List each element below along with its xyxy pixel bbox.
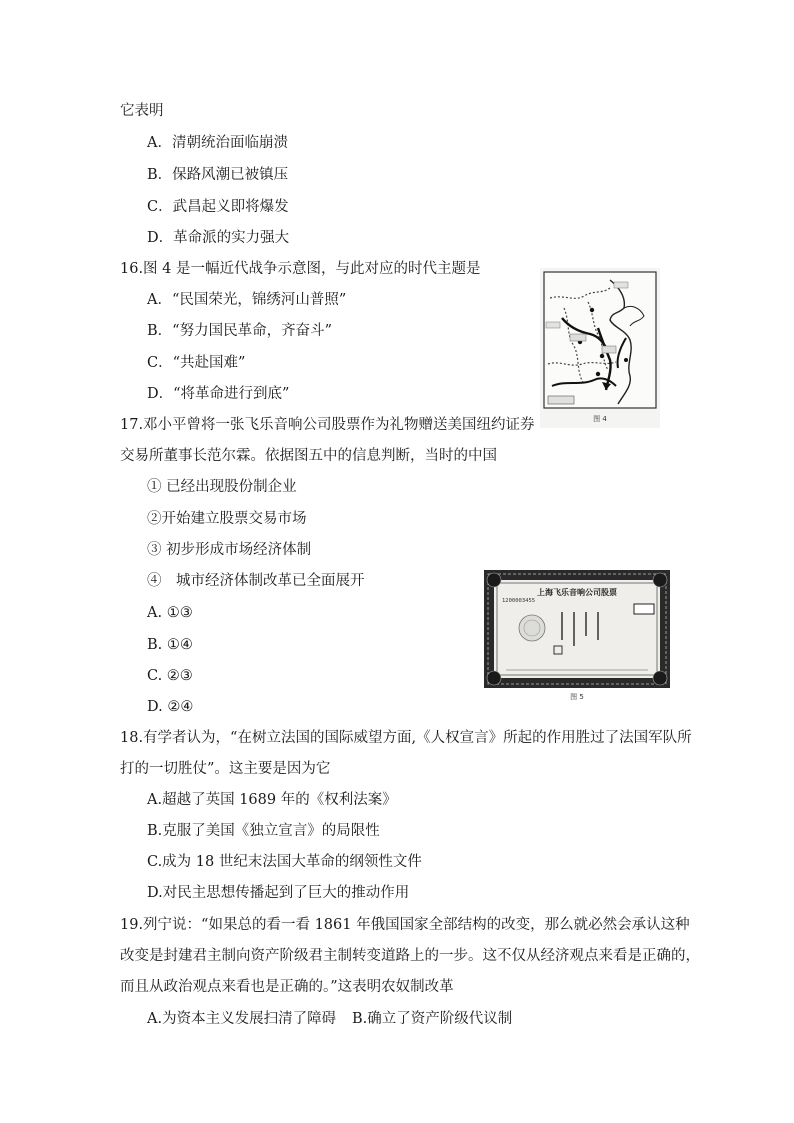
q18-option-d: D.对民主思想传播起到了巨大的推动作用 [147, 885, 410, 901]
certificate-number: 1200003455 [502, 598, 536, 604]
q16-option-d: D．“将革命进行到底” [147, 386, 290, 402]
q16-stem: 16.图 4 是一幅近代战争示意图，与此对应的时代主题是 [120, 261, 481, 277]
q18-option-a: A.超越了英国 1689 年的《权利法案》 [147, 792, 397, 808]
q16-option-b: B．“努力国民革命，齐奋斗” [147, 323, 332, 339]
q17-option-b: B. ①④ [147, 637, 193, 653]
q19-option-b: B.确立了资产阶级代议制 [352, 1011, 513, 1027]
q15-stem-tail: 它表明 [120, 103, 164, 119]
q17-option-d: D. ②④ [147, 699, 194, 715]
q18-stem-line-2: 打的一切胜仗”。这主要是因为它 [120, 761, 331, 777]
certificate-title: 上海飞乐音响公司股票 [537, 588, 617, 597]
q17-option-a: A. ①③ [147, 605, 193, 621]
q16-option-c: C．“共赴国难” [147, 355, 246, 371]
figure-4-caption: 图 4 [593, 415, 607, 423]
q19-option-a: A.为资本主义发展扫清了障碍 [147, 1011, 337, 1027]
q19-stem-line-2: 改变是封建君主制向资产阶级君主制转变道路上的一步。这不仅从经济观点来看是正确的， [120, 948, 700, 964]
q17-item-2: ②开始建立股票交易市场 [147, 511, 307, 527]
q15-option-b: B．保路风潮已被镇压 [147, 167, 289, 183]
q15-option-c: C．武昌起义即将爆发 [147, 199, 289, 215]
q17-item-4: ④ 城市经济体制改革已全面展开 [147, 573, 365, 589]
war-map-illustration [540, 268, 660, 428]
q17-item-1: ① 已经出现股份制企业 [147, 479, 297, 495]
q18-option-b: B.克服了美国《独立宣言》的局限性 [147, 823, 380, 839]
q17-item-3: ③ 初步形成市场经济体制 [147, 542, 312, 558]
q19-stem-line-1: 19.列宁说：“如果总的看一看 1861 年俄国国家全部结构的改变，那么就必然会承认这种 [120, 917, 690, 933]
figure-5-stock-certificate [484, 570, 670, 701]
q17-stem-line-1: 17.邓小平曾将一张飞乐音响公司股票作为礼物赠送美国纽约证券 [120, 417, 535, 433]
q15-option-a: A．清朝统治面临崩溃 [147, 135, 288, 151]
figure-5-caption: 图 5 [570, 693, 584, 701]
q17-option-c: C. ②③ [147, 668, 193, 684]
q18-option-c: C.成为 18 世纪末法国大革命的纲领性文件 [147, 854, 422, 870]
figure-4-war-map [540, 268, 660, 428]
q17-stem-line-2: 交易所董事长范尔霖。依据图五中的信息判断，当时的中国 [120, 448, 497, 464]
q15-option-d: D．革命派的实力强大 [147, 230, 290, 246]
q19-stem-line-3: 而且从政治观点来看也是正确的。”这表明农奴制改革 [120, 979, 454, 995]
q18-stem-line-1: 18.有学者认为，“在树立法国的国际威望方面,《人权宣言》所起的作用胜过了法国军队所 [120, 730, 692, 746]
q16-option-a: A．“民国荣光，锦绣河山普照” [147, 292, 347, 308]
